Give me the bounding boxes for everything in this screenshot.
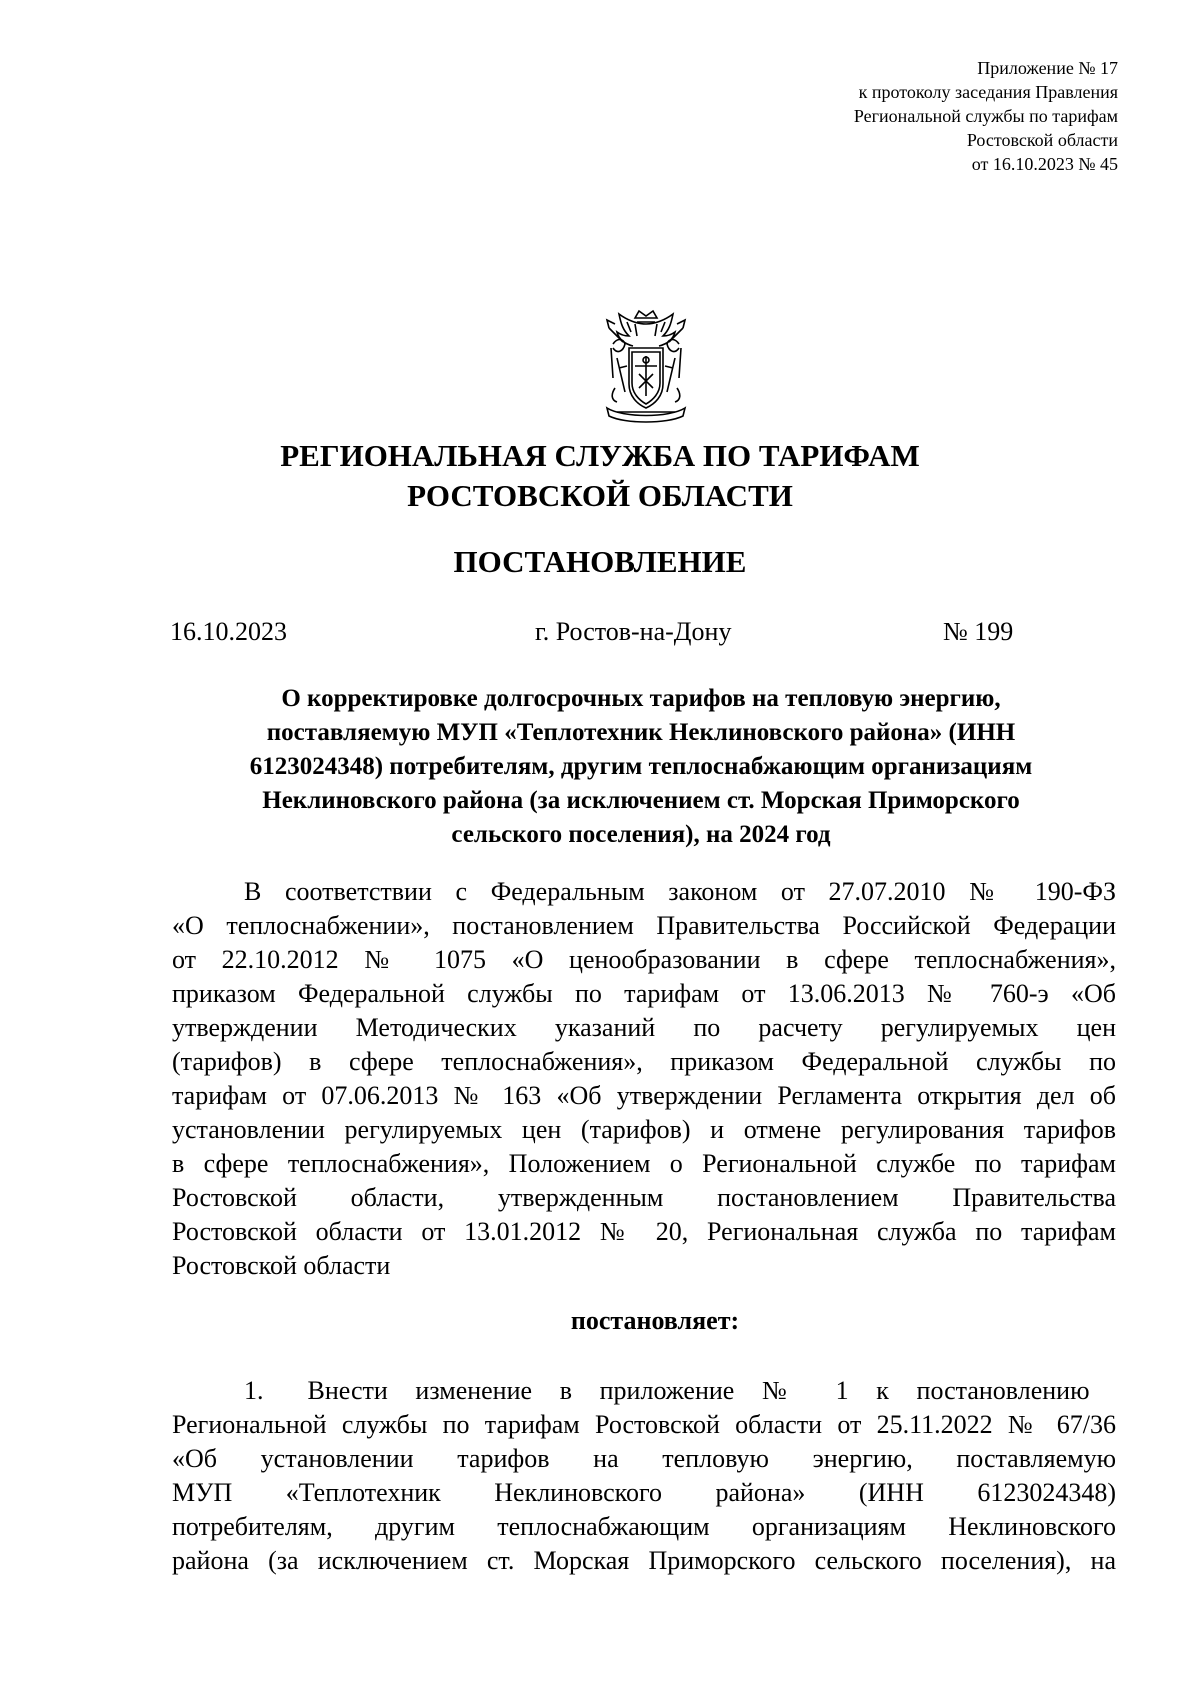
subject-line: Неклиновского района (за исключением ст. Морская Приморского	[262, 787, 1020, 814]
appendix-line: Приложение № 17	[977, 58, 1118, 78]
coat-of-arms-icon	[597, 308, 695, 428]
item-first-line: Внести изменение в приложение № 1 к постановлению	[307, 1376, 1090, 1405]
paragraph-line: МУП «Теплотехник Неклиновского района» (ИНН 6123024348)	[172, 1478, 1116, 1507]
subject-line: поставляемую МУП «Теплотехник Неклиновского района» (ИНН	[266, 719, 1016, 746]
paragraph-line: установлении регулируемых цен (тарифов) и отмене регулирования тарифов	[172, 1115, 1116, 1144]
appendix-line: Региональной службы по тарифам	[853, 106, 1118, 126]
subject-line: О корректировке долгосрочных тарифов на тепловую энергию,	[281, 685, 1001, 712]
document-city: г. Ростов-на-Дону	[535, 617, 732, 646]
paragraph-line: Ростовской области, утвержденным постановлением Правительства	[172, 1183, 1116, 1212]
appendix-line: Ростовской области	[966, 130, 1118, 150]
agency-name-line: РОСТОВСКОЙ ОБЛАСТИ	[407, 478, 793, 513]
appendix-note	[854, 56, 1118, 176]
document-meta	[170, 614, 1030, 654]
paragraph-line: (тарифов) в сфере теплоснабжения», приказом Федеральной службы по	[172, 1047, 1116, 1076]
document-date: 16.10.2023	[170, 617, 287, 646]
item-number: 1.	[244, 1376, 264, 1405]
document-subject	[170, 682, 1112, 852]
paragraph-line: потребителям, другим теплоснабжающим организациям Неклиновского	[172, 1512, 1116, 1541]
paragraph-line: В соответствии с Федеральным законом от 27.07.2010 № 190-ФЗ	[244, 877, 1116, 906]
item-1-paragraph	[172, 1374, 1116, 1578]
agency-name	[0, 436, 1200, 516]
appendix-line: от 16.10.2023 № 45	[971, 154, 1118, 174]
document-number: № 199	[943, 617, 1014, 646]
paragraph-line: приказом Федеральной службы по тарифам от 13.06.2013 № 760-э «Об	[172, 979, 1116, 1008]
paragraph-line	[172, 1374, 1116, 1408]
paragraph-line: Региональной службы по тарифам Ростовской области от 25.11.2022 № 67/36	[172, 1410, 1116, 1439]
paragraph-line: «Об установлении тарифов на тепловую энергию, поставляемую	[172, 1444, 1116, 1473]
paragraph-line: тарифам от 07.06.2013 № 163 «Об утверждении Регламента открытия дел об	[172, 1081, 1116, 1110]
paragraph-line: от 22.10.2012 № 1075 «О ценообразовании в сфере теплоснабжения»,	[172, 945, 1116, 974]
subject-line: 6123024348) потребителям, другим теплоснабжающим организациям	[249, 753, 1033, 780]
paragraph-line: утверждении Методических указаний по расчету регулируемых цен	[172, 1013, 1116, 1042]
agency-name-line: РЕГИОНАЛЬНАЯ СЛУЖБА ПО ТАРИФАМ	[280, 438, 920, 473]
subject-line: сельского поселения), на 2024 год	[451, 821, 831, 848]
paragraph-line: «О теплоснабжении», постановлением Правительства Российской Федерации	[172, 911, 1116, 940]
paragraph-line: Ростовской области	[172, 1251, 391, 1280]
appendix-line: к протоколу заседания Правления	[858, 82, 1118, 102]
paragraph-line: в сфере теплоснабжения», Положением о Региональной службе по тарифам	[172, 1149, 1116, 1178]
preamble-paragraph	[172, 875, 1116, 1283]
paragraph-line: Ростовской области от 13.01.2012 № 20, Региональная служба по тарифам	[172, 1217, 1116, 1246]
document-type: ПОСТАНОВЛЕНИЕ	[453, 544, 747, 579]
resolution-word: постановляет:	[570, 1306, 740, 1335]
paragraph-line: района (за исключением ст. Морская Приморского сельского поселения), на	[172, 1546, 1116, 1575]
